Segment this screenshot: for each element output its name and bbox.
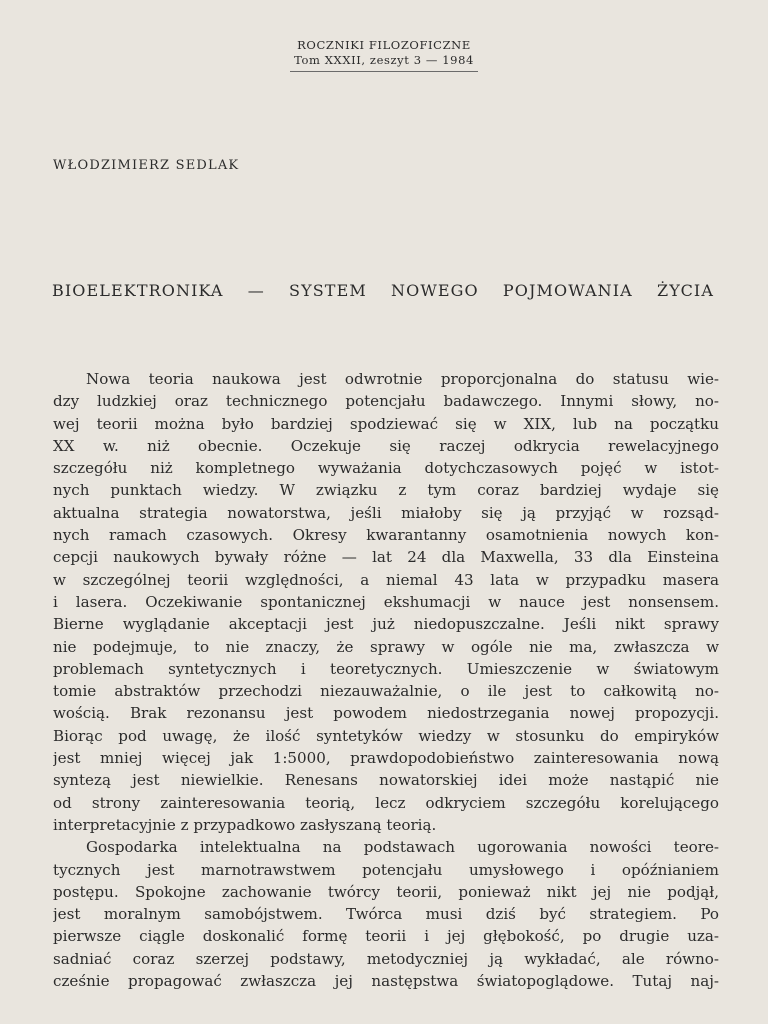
journal-name: ROCZNIKI FILOZOFICZNE xyxy=(297,38,471,52)
author-name: WŁODZIMIERZ SEDLAK xyxy=(53,158,240,173)
body-line: aktualna strategia nowatorstwa, jeśli miałoby się ją przyjąć w rozsąd- xyxy=(53,503,719,522)
running-header xyxy=(0,38,768,72)
body-line: wej teorii można było bardziej spodziewać się w XIX, lub na początku xyxy=(53,414,719,433)
body-line: Bierne wyglądanie akceptacji jest już niedopuszczalne. Jeśli nikt sprawy xyxy=(53,615,719,634)
body-line: wością. Brak rezonansu jest powodem niedostrzegania nowej propozycji. xyxy=(53,704,719,723)
journal-issue: Tom XXXII, zeszyt 3 — 1984 xyxy=(294,53,474,67)
body-line: interpretacyjnie z przypadkowo zasłyszaną teorią. xyxy=(53,815,437,834)
body-line: pierwsze ciągle doskonalić formę teorii i jej głębokość, po drugie uza- xyxy=(53,927,719,946)
body-line: nych punktach wiedzy. W związku z tym coraz bardziej wydaje się xyxy=(53,481,719,500)
body-line: Nowa teoria naukowa jest odwrotnie proporcjonalna do statusu wie- xyxy=(86,370,719,388)
body-line: cepcji naukowych bywały różne — lat 24 dla Maxwella, 33 dla Einsteina xyxy=(53,548,719,567)
body-line: syntezą jest niewielkie. Renesans nowatorskiej idei może nastąpić nie xyxy=(53,771,719,790)
header-rule xyxy=(290,71,478,72)
body-line: problemach syntetycznych i teoretycznych. Umieszczenie w światowym xyxy=(53,659,719,678)
body-line: szczegółu niż kompletnego wyważania dotychczasowych pojęć w istot- xyxy=(53,459,719,478)
body-line: postępu. Spokojne zachowanie twórcy teorii, ponieważ nikt jej nie podjął, xyxy=(53,882,719,901)
body-line: od strony zainteresowania teorią, lecz odkryciem szczegółu korelującego xyxy=(53,793,719,812)
body-line: nych ramach czasowych. Okresy kwarantanny osamotnienia nowych kon- xyxy=(53,526,719,545)
body-line: jest moralnym samobójstwem. Twórca musi dziś być strategiem. Po xyxy=(53,905,719,924)
body-line: dzy ludzkiej oraz technicznego potencjału badawczego. Innymi słowy, no- xyxy=(53,392,719,411)
body-line: XX w. niż obecnie. Oczekuje się raczej odkrycia rewelacyjnego xyxy=(53,436,719,455)
body-line: sadniać coraz szerzej podstawy, metodyczniej ją wykładać, ale równo- xyxy=(53,949,719,968)
body-line: i lasera. Oczekiwanie spontanicznej ekshumacji w nauce jest nonsensem. xyxy=(53,592,719,611)
body-line: Biorąc pod uwagę, że ilość syntetyków wiedzy w stosunku do empiryków xyxy=(53,726,719,745)
article-title: BIOELEKTRONIKA — SYSTEM NOWEGO POJMOWANIA ŻYCIA xyxy=(52,281,714,300)
body-line: tycznych jest marnotrawstwem potencjału umysłowego i opóźnianiem xyxy=(53,860,719,879)
body-line: tomie abstraktów przechodzi niezauważalnie, o ile jest to całkowitą no- xyxy=(53,682,719,701)
body-line: cześnie propagować zwłaszcza jej następstwa światopoglądowe. Tutaj naj- xyxy=(53,972,719,991)
body-line: Gospodarka intelektualna na podstawach ugorowania nowości teore- xyxy=(86,838,719,857)
article-body xyxy=(53,368,719,992)
body-line: w szczególnej teorii względności, a niemal 43 lata w przypadku masera xyxy=(53,570,719,589)
body-line: nie podejmuje, to nie znaczy, że sprawy w ogóle nie ma, zwłaszcza w xyxy=(53,637,719,656)
body-line: jest mniej więcej jak 1:5000, prawdopodobieństwo zainteresowania nową xyxy=(53,749,719,768)
